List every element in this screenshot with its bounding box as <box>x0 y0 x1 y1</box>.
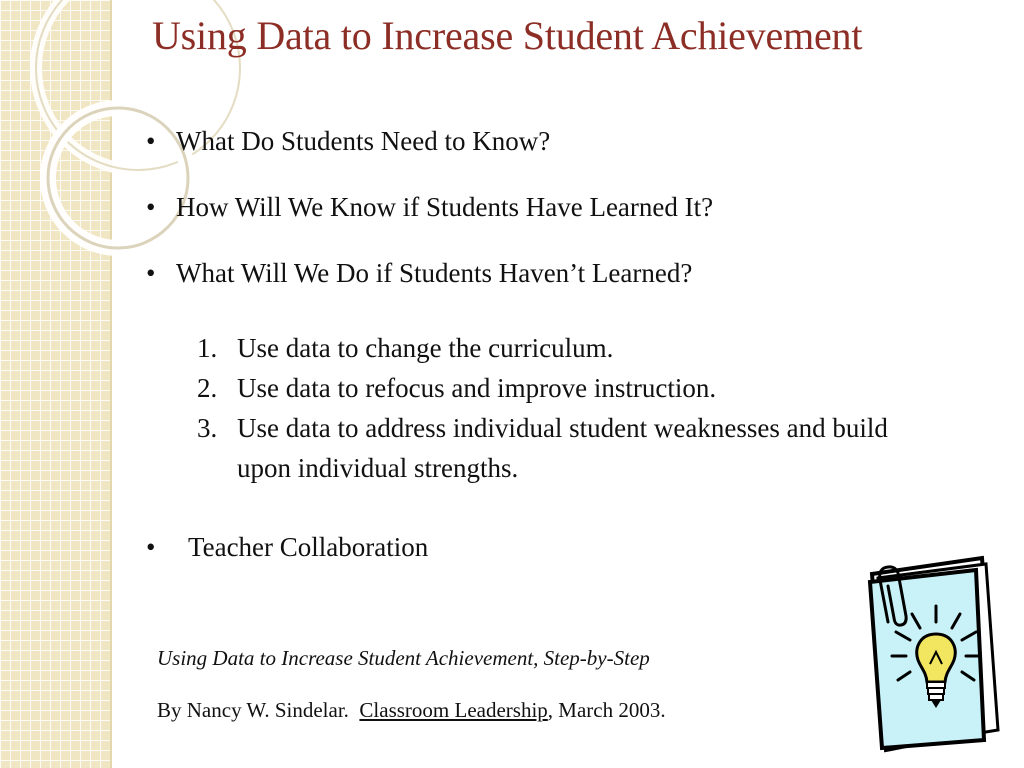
item-text: Use data to refocus and improve instruction. <box>237 373 717 403</box>
numbered-item <box>197 408 937 488</box>
bullet-item: • What Will We Do if Students Haven’t Learned? <box>142 258 713 324</box>
lightbulb-paper-clip-icon <box>858 552 1008 757</box>
numbered-item <box>197 328 937 368</box>
bullet-list <box>142 126 713 324</box>
numbered-item <box>197 368 937 408</box>
collaboration-text: Teacher Collaboration <box>188 532 429 562</box>
item-text: Use data to change the curriculum. <box>237 333 614 363</box>
citation-author <box>157 698 666 723</box>
collaboration-bullet <box>142 532 428 563</box>
author-name: By Nancy W. Sindelar. <box>157 698 349 722</box>
numbered-list <box>197 328 937 488</box>
citation-title: Using Data to Increase Student Achievement, Step-by-Step <box>157 646 650 670</box>
item-number: 1. <box>197 333 218 363</box>
item-number: 3. <box>197 413 218 443</box>
bullet-dot: • <box>146 532 156 562</box>
publication-date: , March 2003. <box>547 698 666 722</box>
journal-name: Classroom Leadership <box>359 698 548 722</box>
bullet-item: • How Will We Know if Students Have Learned It? <box>142 192 713 258</box>
item-text: Use data to address individual student weaknesses and build upon individual strengths. <box>237 413 888 483</box>
slide-title: Using Data to Increase Student Achievement <box>152 13 863 58</box>
item-number: 2. <box>197 373 218 403</box>
bullet-item: • What Do Students Need to Know? <box>142 126 713 192</box>
